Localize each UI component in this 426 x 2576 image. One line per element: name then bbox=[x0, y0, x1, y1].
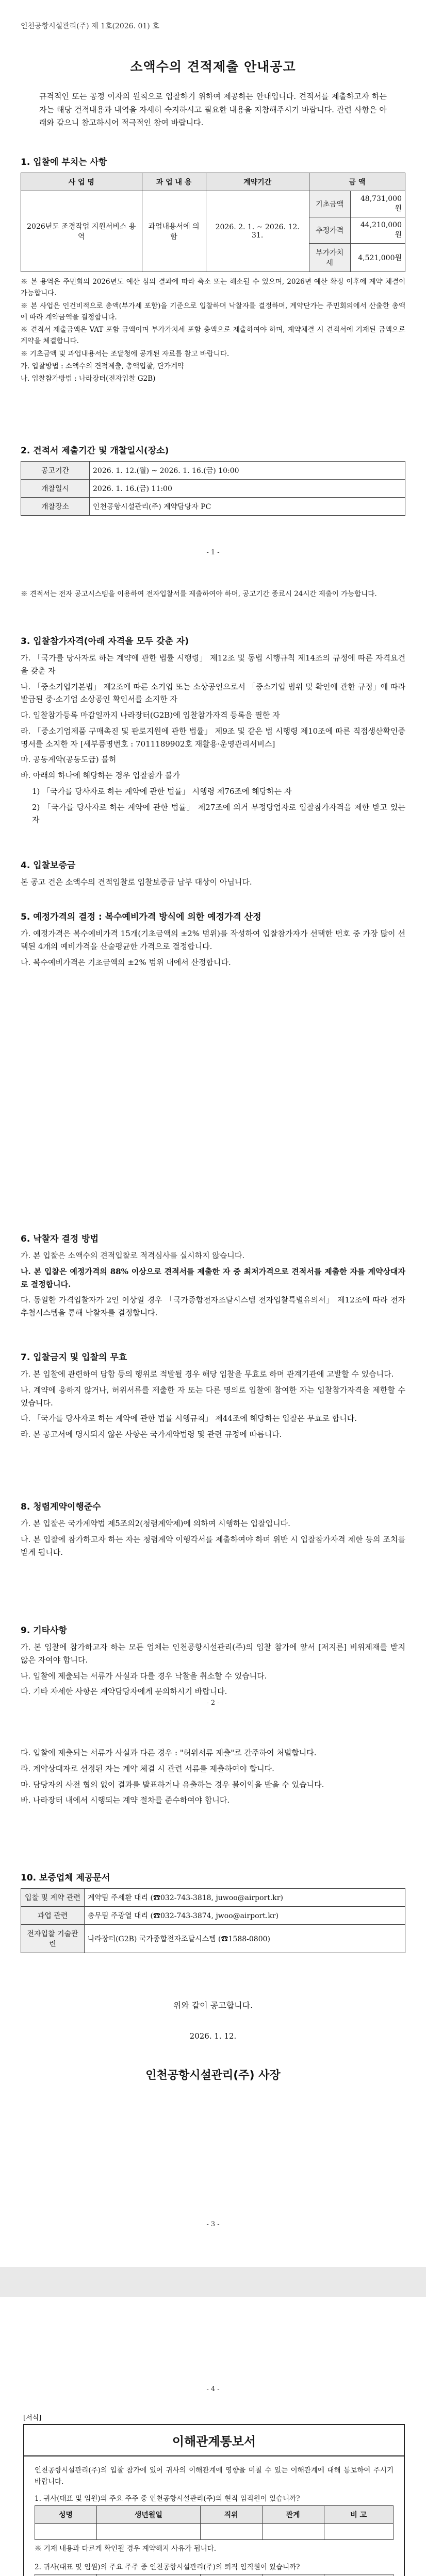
form-label-block bbox=[23, 2412, 408, 2422]
schedule-value: 2026. 1. 12.(월) ~ 2026. 1. 16.(금) 10:00 bbox=[90, 462, 405, 480]
schedule-label: 개찰장소 bbox=[21, 498, 90, 516]
form-title: 이해관계통보서 bbox=[24, 2425, 404, 2456]
award-item: 나. 본 입찰은 예정가격의 88% 이상으로 견적서를 제출한 자 중 최저가격으로 견적서를 제출한 자를 계약상대자로 결정합니다. bbox=[21, 1266, 405, 1289]
integrity-item: 나. 본 입찰에 참가하고자 하는 자는 청렴계약 이행각서를 제출하여야 하며 위반 시 입찰참가자격 제한 등의 조치를 받게 됩니다. bbox=[21, 1534, 405, 1557]
amount-label: 기초금액 bbox=[309, 191, 350, 217]
bid-bond-text: 본 공고 건은 소액수의 견적입찰로 입찰보증금 납부 대상이 아닙니다. bbox=[21, 877, 252, 887]
project-content: 과업내용서에 의함 bbox=[142, 191, 206, 272]
form-frame bbox=[23, 2424, 405, 2576]
form-intro: 인천공항시설관리(주)의 입찰 참가에 있어 귀사의 이해관계에 영향을 미칠 수 있는 이해관계에 대해 통보하여 주시기 바랍니다. bbox=[35, 2466, 394, 2486]
page-gap bbox=[0, 2267, 426, 2297]
page-number: - 3 - bbox=[206, 2221, 220, 2228]
integrity-item: 가. 본 입찰은 국가계약법 제5조의2(청렴계약제)에 의하여 시행하는 입찰입니다. bbox=[21, 1519, 290, 1528]
form-input-cell[interactable] bbox=[262, 2523, 324, 2539]
section-10 bbox=[21, 1870, 405, 1953]
intro-block bbox=[21, 90, 405, 133]
amount-value: 4,521,000원 bbox=[350, 244, 405, 272]
contact-value: 총무팀 주광열 대리 (☎032-743-3874, jwoo@airport.kr) bbox=[85, 1907, 405, 1925]
project-period: 2026. 2. 1. ~ 2026. 12. 31. bbox=[206, 191, 309, 272]
schedule-label: 공고기간 bbox=[21, 462, 90, 480]
section-5 bbox=[21, 909, 405, 972]
closing-block bbox=[21, 1999, 405, 2082]
page-number: - 1 - bbox=[206, 549, 220, 556]
contact-value: 나라장터(G2B) 국가종합전자조달시스템 (☎1588-0800) bbox=[85, 1925, 405, 1953]
extra-note-item: 다. 입찰에 제출되는 서류가 사실과 다른 경우 : "허위서류 제출"로 간주하여 처벌합니다. bbox=[21, 1748, 317, 1757]
qualification-subitem: 2) 「국가를 당사자로 하는 계약에 관한 법률」 제27조에 의거 부정당업자로 입찰참가자격을 제한 받고 있는 자 bbox=[32, 802, 405, 825]
extra-note-item: 마. 담당자의 사전 협의 없이 결과를 발표하거나 유출하는 경우 불이익을 받을 수 있습니다. bbox=[21, 1780, 324, 1789]
qualification-item: 가. 「국가를 당사자로 하는 계약에 관한 법률 시행령」 제12조 및 동법 시행규칙 제14조의 규정에 따른 자격요건을 갖춘 자 bbox=[21, 653, 405, 675]
prohibition-item: 가. 본 입찰에 관련하여 담합 등의 행위로 적발될 경우 해당 입찰을 무효로 하며 관계기관에 고발할 수 있습니다. bbox=[21, 1369, 394, 1379]
section-3 bbox=[21, 634, 405, 829]
qualification-subitem: 1) 「국가를 당사자로 하는 계약에 관한 법률」 시행령 제76조에 해당하는 자 bbox=[32, 786, 292, 796]
section-1-heading: 1. 입찰에 부치는 사항 bbox=[21, 157, 107, 167]
page-number: - 4 - bbox=[206, 2385, 220, 2393]
closing-text: 위와 같이 공고합니다. bbox=[173, 2001, 253, 2010]
col-project: 사 업 명 bbox=[21, 173, 142, 191]
section-2-heading: 2. 견적서 제출기간 및 개찰일시(장소) bbox=[21, 446, 169, 456]
note-item: 가. 입찰방법 : 소액수의 견적제출, 총액입찰, 단가계약 bbox=[21, 362, 185, 370]
section-10-heading: 10. 보증업체 제공문서 bbox=[21, 1873, 110, 1883]
extra-note-item: 라. 계약상대자로 선정된 자는 계약 체결 시 관련 서류를 제출하여야 합니다. bbox=[21, 1764, 274, 1773]
note-item: 나. 입찰참가방법 : 나라장터(전자입찰 G2B) bbox=[21, 375, 156, 383]
form-table-2 bbox=[35, 2574, 394, 2576]
announcement-date: 2026. 1. 12. bbox=[189, 2031, 237, 2041]
page-title: 소액수의 견적제출 안내공고 bbox=[130, 59, 296, 74]
misc-item: 가. 본 입찰에 참가하고자 하는 모든 업체는 인천공항시설관리(주)의 입찰 참가에 앞서 [저지른] 비위제재를 받지 않은 자여야 합니다. bbox=[21, 1642, 405, 1665]
col-period: 계약기간 bbox=[206, 173, 309, 191]
extra-notes bbox=[21, 1747, 405, 1810]
col-position: 직위 bbox=[200, 2505, 262, 2523]
col-remark: 비 고 bbox=[324, 2505, 394, 2523]
section-8-heading: 8. 청렴계약이행준수 bbox=[21, 1502, 101, 1512]
qualification-item: 나. 「중소기업기본법」 제2조에 따른 소기업 또는 소상공인으로서 「중소기업 범위 및 확인에 관한 규정」에 따라 발급된 중·소기업 소상공인 확인서를 소지한 자 bbox=[21, 682, 405, 704]
section-9 bbox=[21, 1623, 405, 1701]
note-item: ※ 기초금액 및 과업내용서는 조달청에 공개된 자료를 참고 바랍니다. bbox=[21, 349, 230, 358]
section-3-heading: 3. 입찰참가자격(아래 자격을 모두 갖춘 자) bbox=[21, 636, 189, 647]
section-6 bbox=[21, 1231, 405, 1323]
qualification-item: 다. 입찰참가등록 마감일까지 나라장터(G2B)에 입찰참가자격 등록을 필한 자 bbox=[21, 710, 280, 720]
form-question: 1. 귀사(대표 및 임원)의 주요 주주 중 인천공항시설관리(주)의 현직 임직원이 있습니까? bbox=[35, 2494, 300, 2503]
contact-value: 계약팀 주세환 대리 (☎032-743-3818, juwoo@airport.kr) bbox=[85, 1889, 405, 1907]
award-item: 가. 본 입찰은 소액수의 견적입찰로 적격심사를 실시하지 않습니다. bbox=[21, 1251, 245, 1260]
form-input-cell[interactable] bbox=[96, 2523, 200, 2539]
note-item: ※ 본 용역은 주민회의 2026년도 예산 심의 결과에 따라 축소 또는 해소될 수 있으며, 2026년 예산 확정 이후에 계약 체결이 가능합니다. bbox=[21, 278, 405, 298]
form-check-note: ※ 기재 내용과 다르게 확인될 경우 계약해지 사유가 됩니다. bbox=[35, 2544, 217, 2553]
col-relation: 관계 bbox=[262, 2505, 324, 2523]
amount-value: 48,731,000원 bbox=[350, 191, 405, 217]
submission-note-text: ※ 견적서는 전자 공고시스템을 이용하여 전자입찰서를 제출하여야 하며, 공고기간 종료시 24시간 제출이 가능합니다. bbox=[21, 590, 377, 598]
submission-note bbox=[21, 587, 405, 601]
form-question: 2. 귀사(대표 및 임원)의 주요 주주 중 인천공항시설관리(주)의 퇴직 임직원이 있습니까? bbox=[35, 2563, 300, 2572]
section-4 bbox=[21, 858, 405, 892]
section-5-heading: 5. 예정가격의 결정 : 복수예비가격 방식에 의한 예정가격 산정 bbox=[21, 912, 261, 922]
award-item: 다. 동일한 가격입찰자가 2인 이상일 경우 「국가종합전자조달시스템 전자입찰특별유의서」 제12조에 따라 전자추첨시스템을 통해 낙찰자를 결정합니다. bbox=[21, 1295, 405, 1317]
section-1 bbox=[21, 155, 405, 385]
form-table-1 bbox=[35, 2505, 394, 2540]
qualification-item: 마. 공동계약(공동도급) 불허 bbox=[21, 755, 117, 765]
qualification-item: 바. 아래의 하나에 해당하는 경우 입찰참가 불가 bbox=[21, 771, 180, 780]
form-input-cell[interactable] bbox=[324, 2523, 394, 2539]
amount-label: 추정가격 bbox=[309, 217, 350, 244]
note-item: ※ 본 사업은 인건비적으로 총액(부가세 포함)을 기준으로 입찰하며 낙찰자를 결정하며, 계약단가는 주민회의에서 산출한 총액에 따라 계약금액을 결정합니다. bbox=[21, 301, 405, 321]
prohibition-item: 라. 본 공고서에 명시되지 않은 사항은 국가계약법령 및 관련 규정에 따릅니다. bbox=[21, 1430, 282, 1439]
amount-value: 44,210,000원 bbox=[350, 217, 405, 244]
misc-item: 나. 입찰에 제출되는 서류가 사실과 다를 경우 낙찰을 취소할 수 있습니다. bbox=[21, 1671, 267, 1681]
note-item: ※ 견적서 제출금액은 VAT 포함 금액이며 부가가치세 포함 총액으로 제출하여야 하며, 계약체결 시 견적서에 기재된 금액으로 계약을 체결합니다. bbox=[21, 326, 405, 346]
col-content: 과 업 내 용 bbox=[142, 173, 206, 191]
section-9-heading: 9. 기타사항 bbox=[21, 1625, 67, 1636]
page-1 bbox=[21, 21, 405, 31]
qualification-item: 라. 「중소기업제품 구매촉진 및 판로지원에 관한 법률」 제9조 및 같은 법 시행령 제10조에 따른 직접생산확인증명서를 소지한 자 [세부품명번호 : 7011189902호 재활용·운영관리서비스] bbox=[21, 726, 405, 749]
section-2 bbox=[21, 443, 405, 516]
contact-label: 전자입찰 기술관련 bbox=[21, 1925, 85, 1953]
document-number: 인천공항시설관리(주) 제 1호(2026. 01) 호 bbox=[21, 22, 159, 30]
col-name: 성명 bbox=[35, 2505, 97, 2523]
section-6-heading: 6. 낙찰자 결정 방법 bbox=[21, 1234, 99, 1244]
signature: 인천공항시설관리(주) 사장 bbox=[145, 2069, 281, 2082]
page-number: - 2 - bbox=[206, 1699, 220, 1707]
schedule-label: 개찰일시 bbox=[21, 480, 90, 498]
section-4-heading: 4. 입찰보증금 bbox=[21, 860, 76, 871]
schedule-value: 인천공항시설관리(주) 계약담당자 PC bbox=[90, 498, 405, 516]
form-input-cell[interactable] bbox=[35, 2523, 97, 2539]
contact-table bbox=[21, 1888, 405, 1953]
intro-text: 규격적인 또는 공정 이자의 원칙으로 입찰하기 위하여 제공하는 안내입니다. 견적서를 제출하고자 하는 자는 해당 건적내용과 내역을 자세히 숙지하시고 필요한 내용을 지참해주시기 바랍니다. 관련 사항은 아래와 같으니 참고하시어 적극적인 참여 바랍니다. bbox=[39, 92, 387, 127]
prohibition-item: 다. 「국가를 당사자로 하는 계약에 관한 법률 시행규칙」 제44조에 해당하는 입찰은 무효로 합니다. bbox=[21, 1414, 357, 1423]
form-input-cell[interactable] bbox=[200, 2523, 262, 2539]
form-label: [서식] bbox=[23, 2414, 42, 2422]
section-8 bbox=[21, 1499, 405, 1562]
section-7 bbox=[21, 1350, 405, 1444]
col-birth: 생년월일 bbox=[96, 2505, 200, 2523]
project-name: 2026년도 조경작업 지원서비스 용역 bbox=[21, 191, 142, 272]
amount-label: 부가가치세 bbox=[309, 244, 350, 272]
schedule-table bbox=[21, 461, 405, 516]
project-table bbox=[21, 173, 405, 272]
section-7-heading: 7. 입찰금지 및 입찰의 무효 bbox=[21, 1352, 127, 1363]
contact-label: 과업 관련 bbox=[21, 1907, 85, 1925]
title-block bbox=[21, 57, 405, 75]
schedule-value: 2026. 1. 16.(금) 11:00 bbox=[90, 480, 405, 498]
prohibition-item: 나. 계약에 응하지 않거나, 허위서류를 제출한 자 또는 다른 명의로 입찰에 참여한 자는 입찰참가자격을 제한할 수 있습니다. bbox=[21, 1385, 405, 1408]
price-item: 나. 복수예비가격은 기초금액의 ±2% 범위 내에서 산정합니다. bbox=[21, 957, 231, 967]
contact-label: 입찰 및 계약 관련 bbox=[21, 1889, 85, 1907]
extra-note-item: 바. 나라장터 내에서 시행되는 계약 절차를 준수하여야 합니다. bbox=[21, 1795, 230, 1805]
col-amount: 금 액 bbox=[309, 173, 405, 191]
misc-item: 다. 기타 자세한 사항은 계약담당자에게 문의하시기 바랍니다. bbox=[21, 1687, 227, 1697]
price-item: 가. 예정가격은 복수예비가격 15개(기초금액의 ±2% 범위)를 작성하여 입찰참가자가 선택한 번호 중 가장 많이 선택된 4개의 예비가격을 산술평균한 가격으로 결정합니다. bbox=[21, 929, 405, 951]
